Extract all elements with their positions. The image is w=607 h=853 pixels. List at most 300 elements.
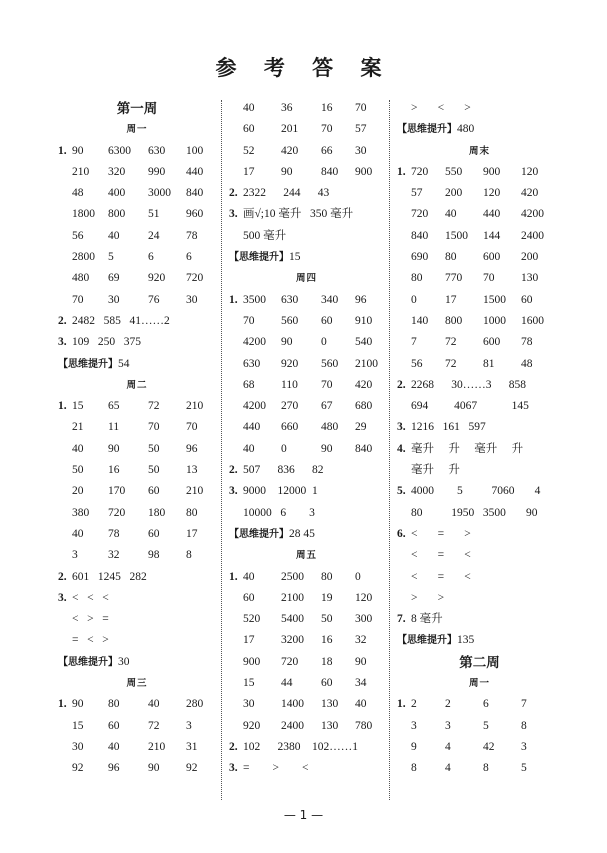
answer-text: > > [411, 591, 445, 604]
answer-value: 16 [321, 102, 333, 114]
answer-value: 80 [445, 251, 457, 264]
answer-value: 57 [411, 187, 423, 200]
answer-value: 6 [148, 251, 154, 264]
question-number: 3. [58, 591, 67, 604]
answer-value: 15 [72, 719, 84, 732]
answer-line [58, 588, 216, 609]
thinking-boost-answer [58, 652, 216, 673]
answer-line [397, 439, 562, 460]
answer-value: 5 [108, 251, 114, 264]
answer-row [229, 439, 384, 460]
answer-row [58, 460, 216, 481]
answer-row [58, 716, 216, 737]
answer-line [397, 567, 562, 588]
answer-value: 0 [411, 293, 417, 306]
answer-value: 990 [148, 165, 166, 178]
answer-value: 60 [148, 485, 160, 498]
answer-value: 80 [411, 272, 423, 285]
answer-value: 70 [355, 102, 367, 114]
answer-value: 44 [281, 677, 293, 690]
answer-value: 17 [243, 634, 255, 647]
answer-value: 270 [281, 400, 299, 413]
answer-value: 440 [483, 208, 501, 221]
answer-value: 15 [72, 400, 84, 413]
answer-value: 420 [521, 187, 539, 200]
answer-value: 1000 [483, 314, 506, 327]
thinking-boost-label: 【思维提升】 [58, 358, 118, 370]
answer-row [397, 268, 562, 289]
answer-row [229, 98, 384, 119]
answer-value: 7 [411, 336, 417, 349]
answer-value: 60 [321, 677, 333, 690]
answer-value: 440 [186, 165, 204, 178]
answer-value: 840 [411, 229, 429, 242]
answer-value: 840 [355, 442, 373, 455]
answer-value: 0 [321, 336, 327, 349]
answer-value: 78 [186, 229, 198, 242]
answer-value: 72 [445, 336, 457, 349]
answer-value: 1500 [445, 229, 468, 242]
answer-row [397, 758, 562, 779]
answer-value: 68 [243, 378, 255, 391]
answer-value: 720 [281, 655, 299, 668]
answer-row [229, 332, 384, 353]
answer-value: 180 [148, 506, 166, 519]
answer-line [229, 226, 384, 247]
answer-value: 70 [483, 272, 495, 285]
answer-line [397, 396, 562, 417]
answer-value: 3 [445, 719, 451, 732]
thinking-boost-label: 【思维提升】 [229, 528, 289, 540]
answer-row [58, 481, 216, 502]
answer-value: 50 [148, 442, 160, 455]
page-number: — 1 — [283, 808, 324, 822]
answer-row [58, 247, 216, 268]
answer-value: 57 [355, 123, 367, 136]
answer-value: 40 [72, 527, 84, 540]
answer-text: 9000 12000 1 [243, 485, 318, 498]
answer-line [397, 481, 562, 502]
thinking-boost-label: 【思维提升】 [229, 252, 289, 264]
question-number: 3. [229, 485, 238, 498]
answer-value: 170 [108, 485, 126, 498]
answer-line [397, 417, 562, 438]
answer-row [58, 396, 216, 417]
answer-row [229, 694, 384, 715]
thinking-boost-value: 30 [118, 655, 130, 668]
answer-value: 90 [148, 762, 160, 775]
answer-text: 8 毫升 [411, 613, 443, 626]
answer-value: 420 [355, 378, 373, 391]
answer-value: 92 [72, 762, 84, 775]
answer-value: 900 [243, 655, 261, 668]
question-number: 2. [229, 740, 238, 753]
answer-value: 910 [355, 314, 373, 327]
answer-value: 9 [411, 740, 417, 753]
answer-row [229, 673, 384, 694]
answer-text: 2268 30……3 858 [411, 378, 526, 391]
answer-line [229, 758, 384, 779]
answer-value: 130 [521, 272, 539, 285]
answer-text: 画√;10 毫升 350 毫升 [243, 208, 354, 221]
answer-value: 4 [445, 762, 451, 775]
answer-row [229, 354, 384, 375]
answer-value: 40 [148, 698, 160, 711]
answer-line [58, 609, 216, 630]
answer-line [397, 375, 562, 396]
answer-value: 800 [445, 314, 463, 327]
answer-value: 2800 [72, 251, 95, 264]
answer-value: 40 [243, 442, 255, 455]
answer-row [58, 737, 216, 758]
answer-value: 70 [148, 421, 160, 434]
answer-value: 50 [72, 464, 84, 477]
question-number: 3. [229, 762, 238, 775]
answer-value: 15 [243, 677, 255, 690]
answer-value: 51 [148, 208, 160, 221]
question-number: 1. [229, 293, 238, 306]
answer-row [397, 162, 562, 183]
answer-value: 98 [148, 549, 160, 562]
answer-value: 48 [521, 357, 533, 370]
answer-value: 30 [108, 293, 120, 306]
answer-value: 30 [243, 698, 255, 711]
answer-line [229, 204, 384, 225]
answer-text: 10000 6 3 [243, 506, 315, 519]
answer-value: 8 [483, 762, 489, 775]
answer-value: 21 [72, 421, 84, 434]
answer-value: 2500 [281, 570, 304, 583]
answer-value: 630 [148, 144, 166, 157]
answer-value: 3 [411, 719, 417, 732]
answer-line [229, 183, 384, 204]
answer-line [58, 630, 216, 651]
answer-value: 40 [243, 570, 255, 583]
answer-value: 72 [148, 400, 160, 413]
answer-value: 16 [108, 464, 120, 477]
answer-value: 70 [72, 293, 84, 306]
column-divider [389, 100, 390, 800]
answer-line [58, 311, 216, 332]
answer-value: 3 [72, 549, 78, 562]
answer-value: 60 [321, 314, 333, 327]
answer-text: 500 毫升 [243, 229, 287, 242]
answer-text: 507 836 82 [243, 464, 324, 477]
day-heading: 周五 [295, 550, 317, 562]
answer-value: 440 [243, 421, 261, 434]
question-number: 6. [397, 527, 406, 540]
answer-column-2 [229, 98, 384, 780]
answer-value: 11 [108, 421, 120, 434]
answer-value: 42 [483, 740, 495, 753]
answer-value: 32 [108, 549, 120, 562]
question-number: 2. [229, 464, 238, 477]
answer-value: 400 [108, 187, 126, 200]
day-heading: 周一 [468, 678, 490, 690]
answer-text: > < > [411, 102, 471, 114]
answer-value: 210 [186, 485, 204, 498]
answer-value: 56 [72, 229, 84, 242]
answer-value: 130 [321, 698, 339, 711]
answer-value: 1400 [281, 698, 304, 711]
answer-row [229, 396, 384, 417]
thinking-boost-answer [397, 119, 562, 140]
answer-value: 13 [186, 464, 198, 477]
answer-value: 31 [186, 740, 198, 753]
answer-value: 19 [321, 591, 333, 604]
answer-value: 1500 [483, 293, 506, 306]
answer-row [229, 630, 384, 651]
thinking-boost-value: 15 [289, 251, 301, 264]
answer-value: 380 [72, 506, 90, 519]
answer-value: 960 [186, 208, 204, 221]
answer-line [397, 545, 562, 566]
question-number: 2. [397, 378, 406, 391]
answer-value: 720 [411, 165, 429, 178]
answer-value: 56 [411, 357, 423, 370]
answer-value: 280 [186, 698, 204, 711]
answer-row [397, 694, 562, 715]
answer-value: 3 [186, 719, 192, 732]
answer-row [229, 141, 384, 162]
answer-row [229, 119, 384, 140]
answer-text: < = < [411, 570, 471, 583]
answer-value: 50 [321, 613, 333, 626]
question-number: 4. [397, 442, 406, 455]
answer-value: 96 [108, 762, 120, 775]
answer-row [58, 204, 216, 225]
answer-value: 201 [281, 123, 299, 136]
week-heading: 第二周 [459, 654, 500, 670]
question-number: 1. [58, 400, 67, 413]
day-heading: 周四 [295, 273, 317, 285]
thinking-boost-value: 135 [457, 634, 475, 647]
answer-value: 78 [521, 336, 533, 349]
answer-text: = < > [72, 634, 109, 647]
answer-line [58, 567, 216, 588]
day-heading: 周三 [126, 678, 148, 690]
answer-line [397, 98, 562, 119]
answer-value: 600 [483, 336, 501, 349]
answer-value: 80 [108, 698, 120, 711]
answer-value: 60 [243, 123, 255, 136]
answer-text: < = > [411, 527, 471, 540]
answer-value: 52 [243, 144, 255, 157]
answer-value: 480 [72, 272, 90, 285]
thinking-boost-answer [58, 354, 216, 375]
answer-value: 0 [355, 570, 361, 583]
answer-value: 920 [281, 357, 299, 370]
thinking-boost-label: 【思维提升】 [397, 124, 457, 136]
answer-value: 720 [108, 506, 126, 519]
answer-value: 30 [72, 740, 84, 753]
answer-row [58, 141, 216, 162]
answer-text: 2482 585 41……2 [72, 314, 170, 327]
answer-value: 780 [355, 719, 373, 732]
answer-value: 96 [355, 293, 367, 306]
answer-value: 40 [243, 102, 255, 114]
answer-value: 40 [108, 740, 120, 753]
answer-value: 24 [148, 229, 160, 242]
answer-value: 90 [108, 442, 120, 455]
answer-value: 560 [321, 357, 339, 370]
answer-row [58, 183, 216, 204]
answer-row [229, 588, 384, 609]
answer-row [229, 417, 384, 438]
answer-row [58, 268, 216, 289]
answer-value: 120 [355, 591, 373, 604]
answer-value: 110 [281, 378, 298, 391]
question-number: 1. [397, 698, 406, 711]
answer-value: 130 [321, 719, 339, 732]
answer-text: 2322 244 43 [243, 187, 330, 200]
answer-value: 78 [108, 527, 120, 540]
thinking-boost-value: 480 [457, 123, 475, 136]
answer-row [397, 332, 562, 353]
answer-line [397, 524, 562, 545]
answer-value: 920 [243, 719, 261, 732]
answer-line [229, 460, 384, 481]
answer-value: 60 [148, 527, 160, 540]
answer-line [229, 481, 384, 502]
answer-value: 67 [321, 400, 333, 413]
answer-value: 70 [243, 314, 255, 327]
answer-value: 81 [483, 357, 495, 370]
answer-value: 140 [411, 314, 429, 327]
answer-line [229, 737, 384, 758]
answer-text: < > = [72, 613, 109, 626]
answer-row [397, 290, 562, 311]
answer-line [397, 460, 562, 481]
week-heading: 第一周 [116, 101, 158, 116]
answer-value: 30 [186, 293, 198, 306]
answer-value: 3000 [148, 187, 171, 200]
answer-value: 720 [186, 272, 204, 285]
answer-value: 70 [321, 123, 333, 136]
answer-value: 800 [108, 208, 126, 221]
answer-text: 601 1245 282 [72, 570, 147, 583]
thinking-boost-label: 【思维提升】 [397, 635, 457, 647]
answer-value: 90 [355, 655, 367, 668]
answer-value: 2100 [355, 357, 378, 370]
answer-row [58, 758, 216, 779]
answer-value: 50 [148, 464, 160, 477]
answer-value: 90 [321, 442, 333, 455]
answer-row [229, 716, 384, 737]
answer-value: 96 [186, 442, 198, 455]
answer-value: 69 [108, 272, 120, 285]
answer-value: 520 [243, 613, 261, 626]
answer-text: = > < [243, 762, 309, 775]
answer-text: 694 4067 145 [411, 400, 529, 413]
answer-row [229, 609, 384, 630]
answer-value: 5400 [281, 613, 304, 626]
answer-value: 3200 [281, 634, 304, 647]
answer-text: 80 1950 3500 90 [411, 506, 538, 519]
answer-value: 29 [355, 421, 367, 434]
answer-value: 7 [521, 698, 527, 711]
answer-value: 320 [108, 165, 126, 178]
answer-row [58, 694, 216, 715]
answer-value: 3500 [243, 293, 266, 306]
answer-value: 900 [355, 165, 373, 178]
answer-value: 1800 [72, 208, 95, 221]
answer-row [58, 439, 216, 460]
answer-value: 840 [321, 165, 339, 178]
answer-row [397, 354, 562, 375]
answer-value: 40 [445, 208, 457, 221]
answer-value: 90 [281, 165, 293, 178]
answer-value: 560 [281, 314, 299, 327]
answer-value: 17 [186, 527, 198, 540]
answer-row [58, 162, 216, 183]
question-number: 2. [58, 570, 67, 583]
answer-value: 70 [321, 378, 333, 391]
answer-value: 120 [521, 165, 539, 178]
answer-text: < < < [72, 591, 109, 604]
answer-value: 76 [148, 293, 160, 306]
answer-value: 4 [445, 740, 451, 753]
thinking-boost-label: 【思维提升】 [58, 656, 118, 668]
answer-value: 340 [321, 293, 339, 306]
answer-value: 90 [281, 336, 293, 349]
answer-value: 70 [186, 421, 198, 434]
answer-value: 900 [483, 165, 501, 178]
day-heading: 周一 [126, 124, 148, 136]
answer-value: 20 [72, 485, 84, 498]
answer-value: 32 [355, 634, 367, 647]
answer-value: 480 [321, 421, 339, 434]
answer-column-3 [397, 98, 562, 780]
answer-value: 92 [186, 762, 198, 775]
answer-row [229, 567, 384, 588]
answer-value: 200 [445, 187, 463, 200]
answer-column-1 [58, 98, 216, 780]
question-number: 1. [58, 144, 67, 157]
answer-value: 60 [243, 591, 255, 604]
answer-row [397, 183, 562, 204]
answer-row [229, 375, 384, 396]
answer-value: 0 [281, 442, 287, 455]
answer-value: 120 [483, 187, 501, 200]
answer-row [58, 545, 216, 566]
answer-value: 144 [483, 229, 501, 242]
answer-text: 102 2380 102……1 [243, 740, 358, 753]
answer-value: 210 [72, 165, 90, 178]
answer-value: 90 [72, 698, 84, 711]
answer-value: 210 [148, 740, 166, 753]
answer-value: 550 [445, 165, 463, 178]
thinking-boost-value: 54 [118, 357, 130, 370]
answer-row [58, 417, 216, 438]
day-heading: 周末 [468, 145, 490, 157]
answer-line [397, 609, 562, 630]
answer-value: 16 [321, 634, 333, 647]
answer-value: 300 [355, 613, 373, 626]
question-number: 1. [58, 698, 67, 711]
answer-row [58, 503, 216, 524]
answer-value: 5 [521, 762, 527, 775]
answer-value: 660 [281, 421, 299, 434]
answer-text: 1216 161 597 [411, 421, 486, 434]
answer-line [229, 503, 384, 524]
answer-value: 8 [186, 549, 192, 562]
answer-value: 65 [108, 400, 120, 413]
answer-value: 210 [186, 400, 204, 413]
answer-row [229, 311, 384, 332]
question-number: 1. [229, 570, 238, 583]
answer-row [397, 247, 562, 268]
